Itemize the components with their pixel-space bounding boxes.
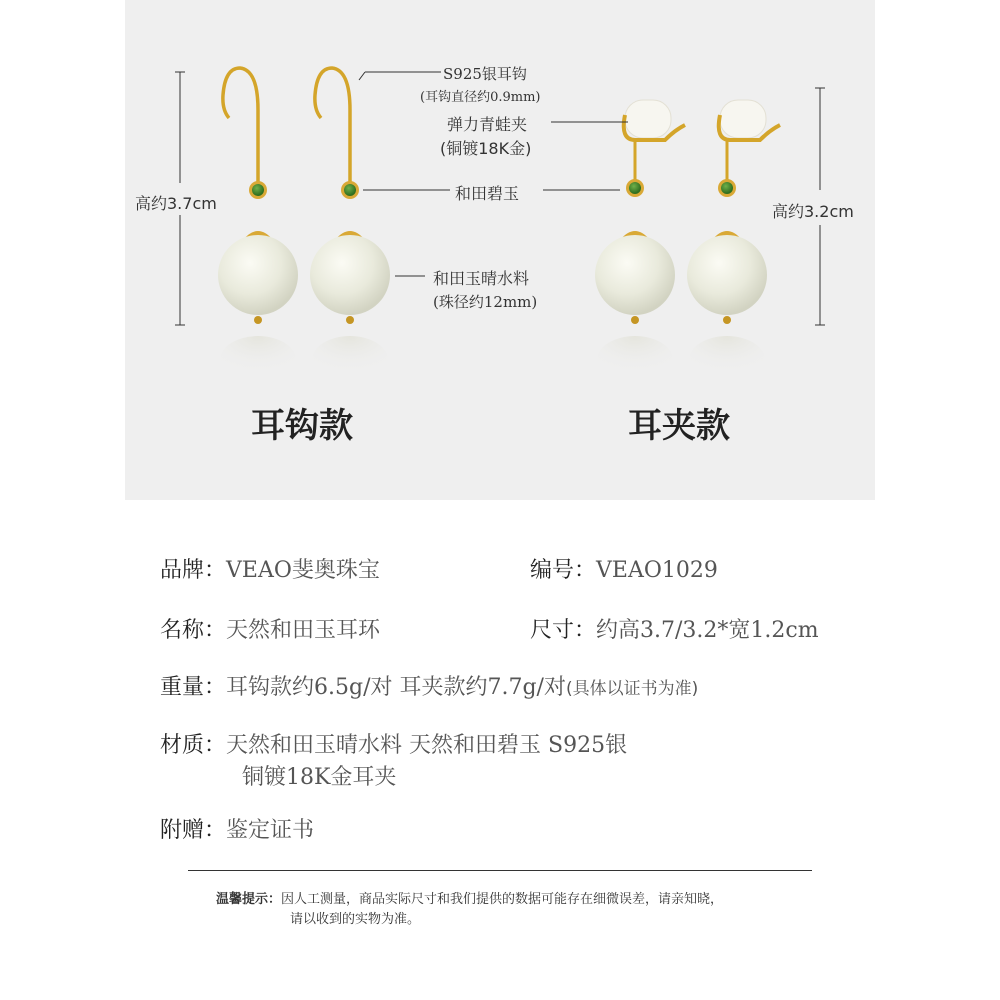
clip-earring-right bbox=[687, 100, 780, 384]
callout-bead-diameter: (珠径约12mm) bbox=[433, 293, 538, 311]
spec-weight-key: 重量： bbox=[160, 675, 227, 700]
note-label: 温馨提示： bbox=[216, 892, 282, 907]
hook-earring-right bbox=[310, 68, 390, 384]
spec-material-line2 bbox=[242, 760, 396, 791]
spec-brand-key: 品牌： bbox=[160, 558, 227, 583]
hook-earring-left bbox=[218, 68, 298, 384]
caption-clip-style: 耳夹款 bbox=[628, 406, 730, 446]
spec-material-value-line1: 天然和田玉晴水料 天然和田碧玉 S925银 bbox=[226, 733, 628, 758]
note-text-2: 请以收到的实物为准。 bbox=[290, 912, 421, 927]
spec-brand bbox=[160, 553, 380, 584]
spec-gift-value: 鉴定证书 bbox=[226, 818, 315, 843]
callout-hook-diameter: (耳钩直径约0.9mm) bbox=[420, 90, 541, 105]
note-text-1: 因人工测量，商品实际尺寸和我们提供的数据可能存在细微误差，请亲知晓， bbox=[281, 892, 724, 907]
spec-gift-key: 附赠： bbox=[160, 818, 227, 843]
spec-material-key: 材质： bbox=[160, 733, 227, 758]
spec-brand-value: VEAO斐奥珠宝 bbox=[226, 558, 380, 583]
spec-code-value: VEAO1029 bbox=[596, 558, 718, 583]
spec-code bbox=[530, 553, 718, 584]
height-label-clip: 高约3.2cm bbox=[772, 202, 854, 221]
spec-weight bbox=[160, 670, 698, 701]
spec-size-key: 尺寸： bbox=[530, 618, 597, 643]
callout-clip-material: (铜镀18K金) bbox=[440, 139, 532, 158]
note-line1 bbox=[216, 888, 723, 907]
spec-size bbox=[530, 613, 819, 644]
spec-name bbox=[160, 613, 380, 644]
callout-hook-material: S925银耳钩 bbox=[443, 65, 527, 83]
spec-weight-value: 耳钩款约6.5g/对 耳夹款约7.7g/对 bbox=[226, 675, 566, 700]
divider bbox=[188, 870, 812, 871]
spec-gift bbox=[160, 813, 314, 844]
spec-name-key: 名称： bbox=[160, 618, 227, 643]
callout-white-jade: 和田玉晴水料 bbox=[433, 269, 530, 288]
spec-name-value: 天然和田玉耳环 bbox=[226, 618, 381, 643]
spec-code-key: 编号： bbox=[530, 558, 597, 583]
spec-material bbox=[160, 728, 627, 759]
height-label-hook: 高约3.7cm bbox=[135, 194, 217, 213]
callout-green-jade: 和田碧玉 bbox=[455, 184, 520, 203]
spec-weight-note: (具体以证书为准) bbox=[565, 679, 699, 699]
spec-size-value: 约高3.7/3.2*宽1.2cm bbox=[596, 618, 819, 643]
caption-hook-style: 耳钩款 bbox=[251, 406, 353, 446]
note-line2 bbox=[290, 908, 420, 927]
spec-material-value-line2: 铜镀18K金耳夹 bbox=[242, 765, 397, 790]
callout-clip-type: 弹力青蛙夹 bbox=[447, 115, 528, 134]
clip-earring-left bbox=[595, 100, 685, 384]
